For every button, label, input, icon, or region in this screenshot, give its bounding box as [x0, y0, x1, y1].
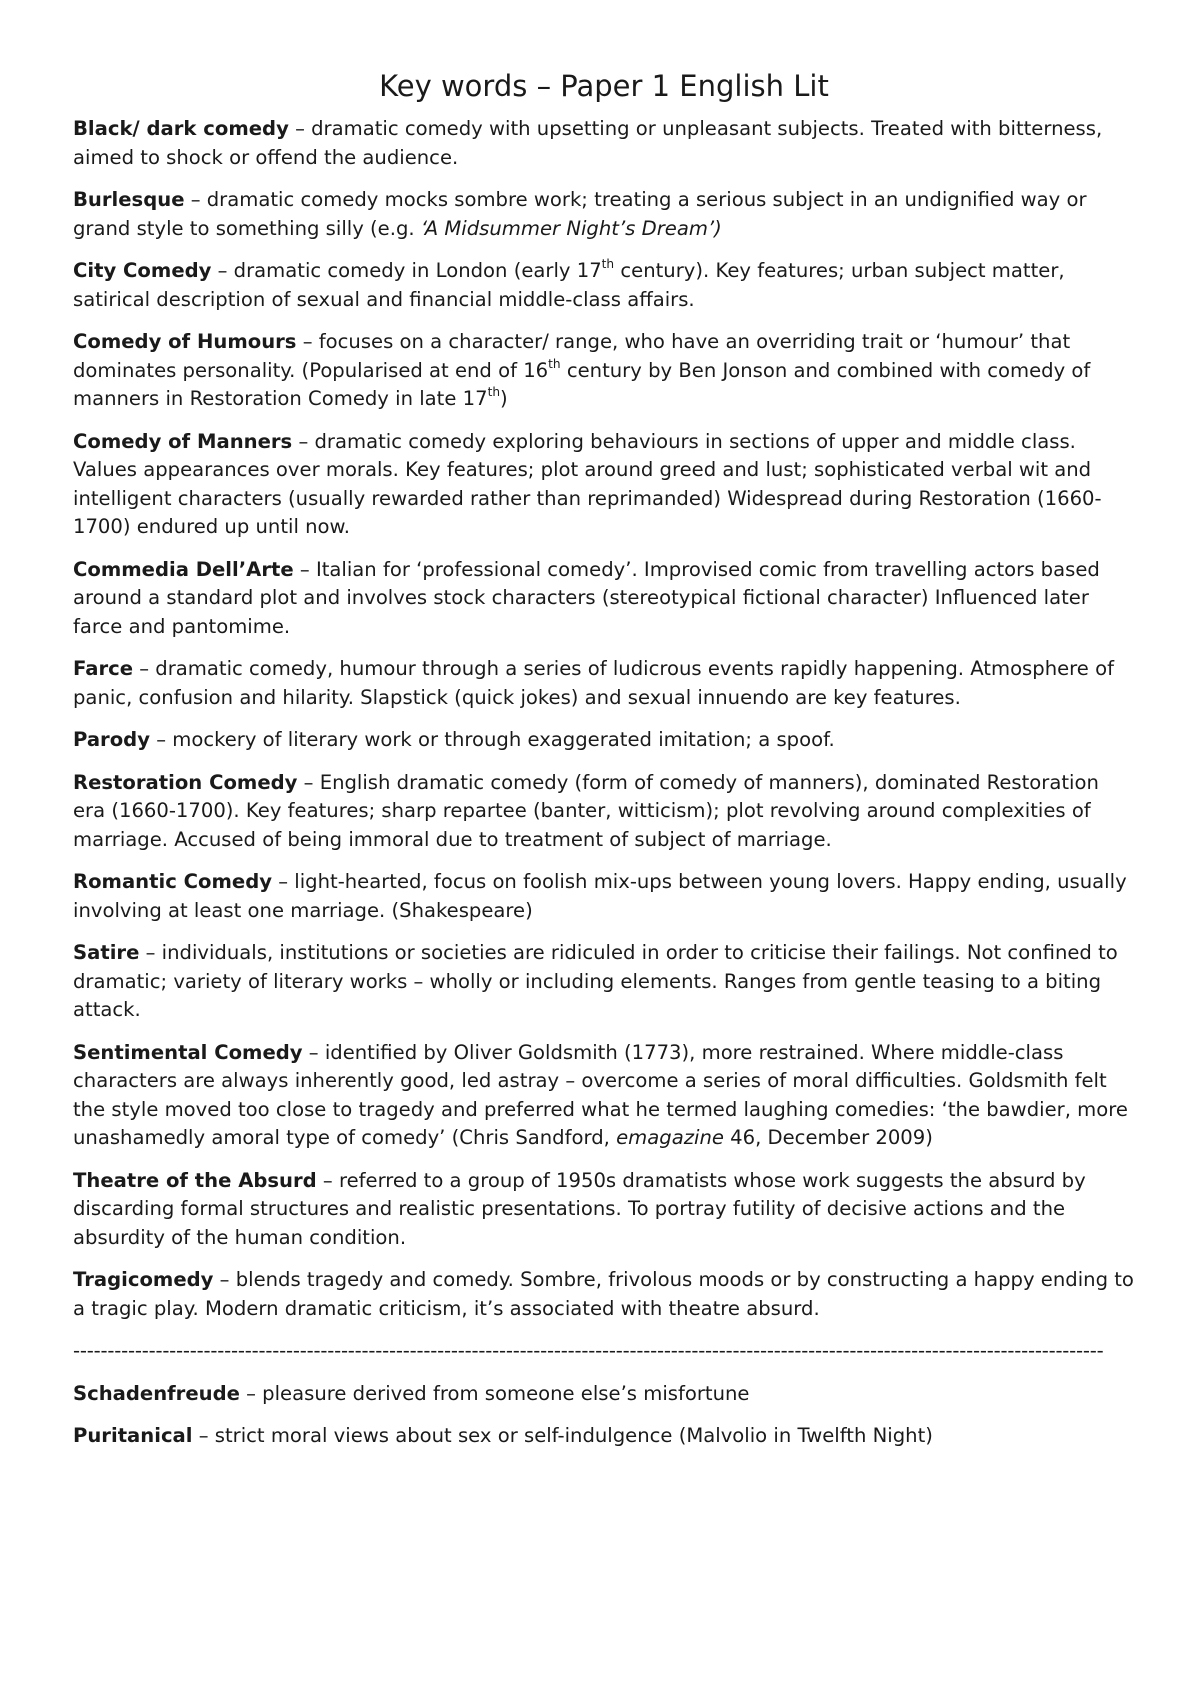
entry-italic-title: ‘A Midsummer Night’s Dream’): [420, 216, 722, 240]
entry-definition: identified by Oliver Goldsmith (1773), more restrained. Where middle-class characters are always inherently good, led astray – overcome a series of moral difficulties. Goldsmith felt the style moved too close to tragedy and preferred what he termed laughing comedies: ‘the bawdier, more unashamedly amoral type of comedy’ (Chris Sandford,: [73, 1040, 1128, 1149]
entry-romantic-comedy: Romantic Comedy – light-hearted, focus on foolish mix-ups between young lovers. Happy ending, usually involving at least one marriage. (Shakespeare): [73, 870, 1127, 922]
entry-term: Tragicomedy: [73, 1268, 214, 1291]
entry-definition: English dramatic comedy (form of comedy of manners), dominated Restoration era (1660-1700). Key features; sharp repartee (banter, witticism); plot revolving around complexities of marriage. Accused of being immoral due to treatment of subject of marriage.: [73, 770, 1099, 851]
dashed-divider: ------------------------------------------------------------------------------------------------------------------------------------------------------: [73, 1339, 1104, 1362]
superscript: th: [487, 384, 501, 399]
entry-sentimental-comedy: Sentimental Comedy – identified by Oliver Goldsmith (1773), more restrained. Where middle-class characters are always inherently good, led astray – overcome a series of moral difficulties. Goldsmith felt the style moved too close to tragedy and preferred what he termed laughing comedies: ‘the bawdier, more unashamedly amoral type of comedy’ (Chris Sandford, emagazine 46, December 2009): [73, 1040, 1128, 1149]
entry-italic-title: emagazine: [616, 1126, 724, 1149]
entry-definition: referred to a group of 1950s dramatists whose work suggests the absurd by discarding formal structures and realistic presentations. To portray futility of decisive actions and the absurdity of the human condition.: [73, 1168, 1086, 1249]
entry-term: Romantic Comedy: [73, 870, 272, 893]
entry-term: Burlesque: [73, 188, 185, 211]
entry-definition: blends tragedy and comedy. Sombre, frivolous moods or by constructing a happy ending to a tragic play. Modern dramatic criticism, it’s associated with theatre absurd.: [73, 1268, 1134, 1320]
entry-term: Comedy of Manners: [73, 429, 293, 453]
entry-definition: dramatic comedy with upsetting or unpleasant subjects. Treated with bitterness, aimed to shock or offend the audience.: [73, 117, 1103, 169]
entry-burlesque: Burlesque – dramatic comedy mocks sombre work; treating a serious subject in an undignified way or grand style to something silly (e.g. ‘A Midsummer Night’s Dream’): [73, 188, 1087, 240]
entry-parody: Parody – mockery of literary work or through exaggerated imitation; a spoof.: [73, 728, 835, 751]
entry-definition: individuals, institutions or societies are ridiculed in order to criticise their failings. Not confined to dramatic; variety of literary works – wholly or including elements. Ranges from gentle teasing to a biting attack.: [73, 941, 1118, 1021]
entry-term: Parody: [73, 728, 150, 751]
page-title: Key words – Paper 1 English Lit: [379, 69, 829, 103]
entry-puritanical: Puritanical – strict moral views about sex or self-indulgence (Malvolio in Twelfth Night): [73, 1424, 933, 1447]
entry-commedia-dellarte: Commedia Dell’Arte – Italian for ‘professional comedy’. Improvised comic from travelling actors based around a standard plot and involves stock characters (stereotypical fictional character) Influenced later farce and pantomime.: [73, 557, 1100, 638]
entry-term: Comedy of Humours: [73, 330, 297, 353]
entry-definition: Italian for ‘professional comedy’. Improvised comic from travelling actors based around a standard plot and involves stock characters (stereotypical fictional character) Influenced later farce and pantomime.: [73, 557, 1100, 638]
entry-term: Black/ dark comedy: [73, 117, 289, 140]
entry-definition: dramatic comedy in London (early 17: [233, 259, 602, 282]
document-page: [73, 62, 1135, 1465]
entry-comedy-of-manners: Comedy of Manners – dramatic comedy exploring behaviours in sections of upper and middle class. Values appearances over morals. Key features; plot around greed and lust; sophisticated verbal wit and intelligent characters (usually rewarded rather than reprimanded) Widespread during Restoration (1660-1700) endured up until now.: [73, 429, 1102, 538]
entry-term: Puritanical: [73, 1424, 193, 1447]
entry-satire: Satire – individuals, institutions or societies are ridiculed in order to criticise their failings. Not confined to dramatic; variety of literary works – wholly or including elements. Ranges from gentle teasing to a biting attack.: [73, 941, 1118, 1021]
entry-definition: focuses on a character/ range, who have an overriding trait or ‘humour’ that dominates personality. (Popularised at end of 16: [73, 330, 1071, 382]
entry-restoration-comedy: Restoration Comedy – English dramatic comedy (form of comedy of manners), dominated Restoration era (1660-1700). Key features; sharp repartee (banter, witticism); plot revolving around complexities of marriage. Accused of being immoral due to treatment of subject of marriage.: [73, 770, 1099, 851]
entry-definition: pleasure derived from someone else’s misfortune: [262, 1381, 750, 1405]
entry-term: Sentimental Comedy: [73, 1040, 303, 1064]
entry-term: Restoration Comedy: [73, 770, 298, 794]
superscript: th: [601, 256, 615, 271]
entry-term: Farce: [73, 657, 134, 680]
entry-term: Satire: [73, 941, 140, 964]
superscript: th: [548, 356, 561, 371]
entry-definition: dramatic comedy, humour through a series of ludicrous events rapidly happening. Atmosphere of panic, confusion and hilarity. Slapstick (quick jokes) and sexual innuendo are key features.: [73, 657, 1114, 709]
entry-definition: strict moral views about sex or self-indulgence (Malvolio in Twelfth Night): [214, 1424, 933, 1447]
entry-black-dark-comedy: Black/ dark comedy – dramatic comedy with upsetting or unpleasant subjects. Treated with bitterness, aimed to shock or offend the audience.: [73, 117, 1103, 169]
entry-definition: mockery of literary work or through exaggerated imitation; a spoof.: [172, 728, 835, 751]
entry-definition: dramatic comedy exploring behaviours in sections of upper and middle class. Values appearances over morals. Key features; plot around greed and lust; sophisticated verbal wit and intelligent characters (usually rewarded rather than reprimanded) Widespread during Restoration (1660-1700) endured up until now.: [73, 429, 1102, 538]
entry-theatre-of-the-absurd: Theatre of the Absurd – referred to a group of 1950s dramatists whose work suggests the absurd by discarding formal structures and realistic presentations. To portray futility of decisive actions and the absurdity of the human condition.: [73, 1168, 1086, 1249]
entry-city-comedy: City Comedy – dramatic comedy in London (early 17th century). Key features; urban subject matter, satirical description of sexual and financial middle-class affairs.: [73, 256, 1065, 311]
entry-farce: Farce – dramatic comedy, humour through a series of ludicrous events rapidly happening. Atmosphere of panic, confusion and hilarity. Slapstick (quick jokes) and sexual innuendo are key features.: [73, 657, 1114, 709]
entry-term: Schadenfreude: [73, 1381, 240, 1405]
entry-term: Commedia Dell’Arte: [73, 557, 294, 581]
entry-tragicomedy: Tragicomedy – blends tragedy and comedy. Sombre, frivolous moods or by constructing a happy ending to a tragic play. Modern dramatic criticism, it’s associated with theatre absurd.: [73, 1268, 1134, 1320]
entry-definition: dramatic comedy mocks sombre work; treating a serious subject in an undignified way or grand style to something silly (e.g.: [73, 188, 1087, 240]
entry-term: City Comedy: [73, 259, 212, 282]
entry-definition: light-hearted, focus on foolish mix-ups between young lovers. Happy ending, usually involving at least one marriage. (Shakespeare): [73, 870, 1127, 922]
entry-term: Theatre of the Absurd: [73, 1168, 317, 1192]
entry-comedy-of-humours: Comedy of Humours – focuses on a character/ range, who have an overriding trait or ‘humour’ that dominates personality. (Popularised at end of 16th century by Ben Jonson and combined with comedy of manners in Restoration Comedy in late 17th): [73, 330, 1091, 410]
entry-schadenfreude: Schadenfreude – pleasure derived from someone else’s misfortune: [73, 1381, 750, 1405]
